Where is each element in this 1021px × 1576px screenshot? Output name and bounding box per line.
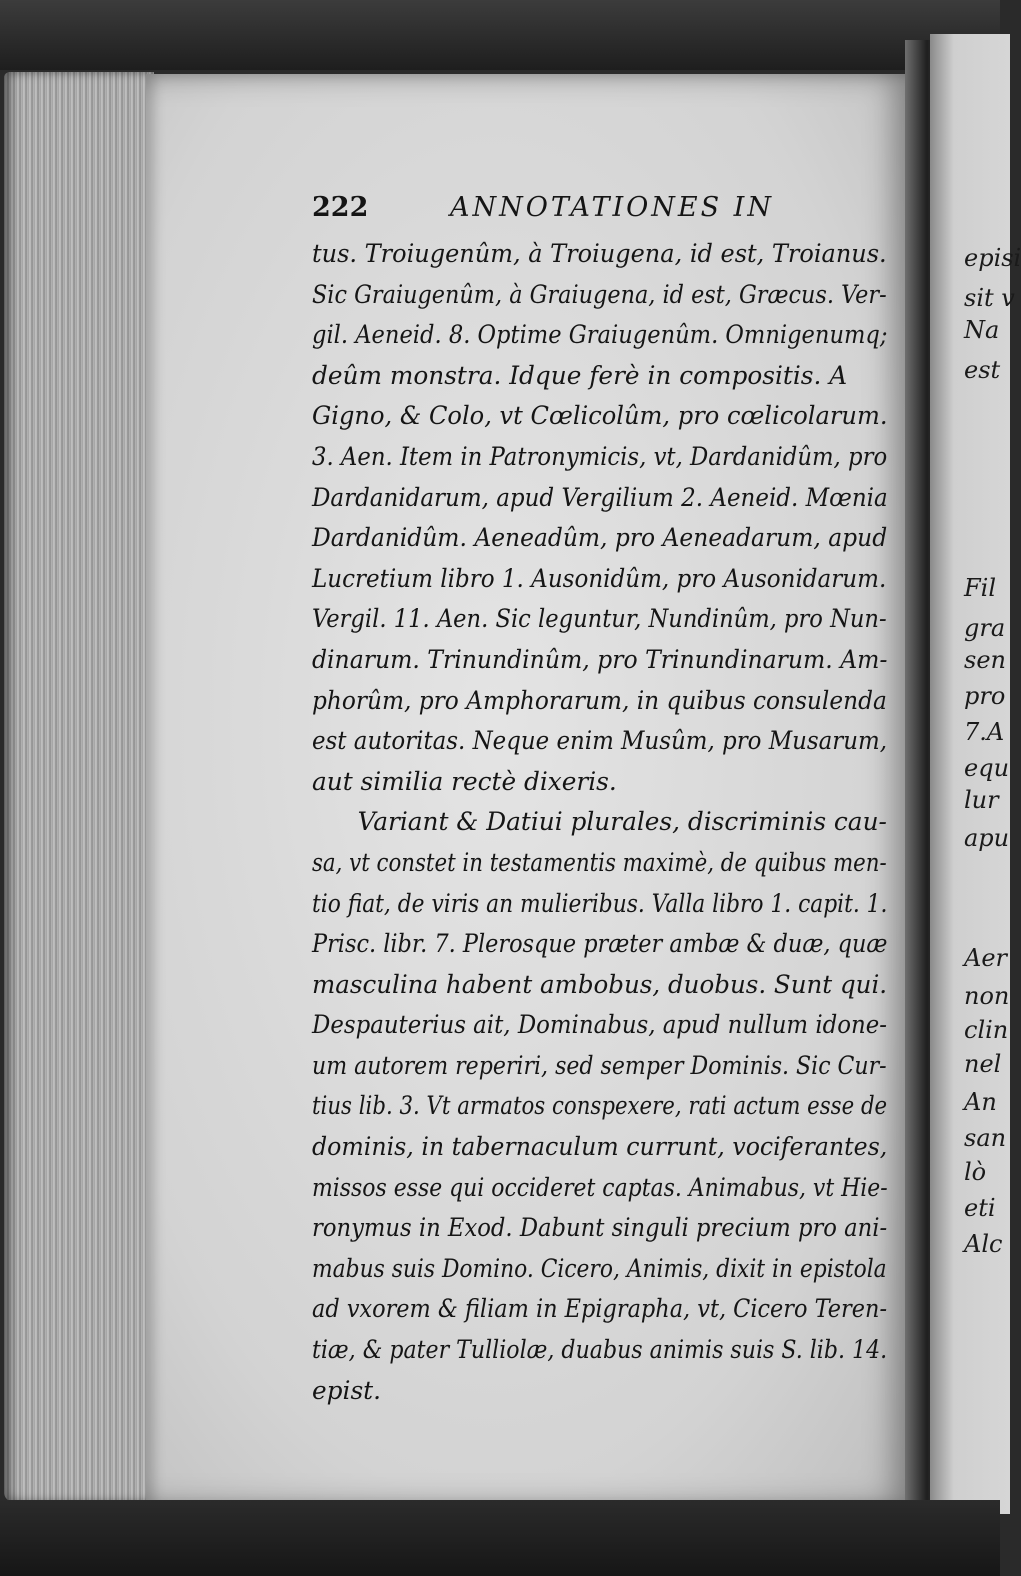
text-line: missos esse qui occideret captas. Animabus, vt Hie- — [312, 1172, 888, 1202]
page-header — [312, 188, 892, 234]
text-line: Despauterius ait, Dominabus, apud nullum idone- — [312, 1010, 888, 1040]
running-head: ANNOTATIONES IN — [450, 192, 774, 223]
text-line: masculina habent ambobus, duobus. Sunt qui. — [312, 969, 888, 999]
text-line: aut similia rectè dixeris. — [312, 766, 617, 796]
text-line: tus. Troiugenûm, à Troiugena, id est, Troianus. — [312, 239, 887, 268]
text-line: ronymus in Exod. Dabunt singuli precium pro ani- — [312, 1213, 888, 1243]
text-line: deûm monstra. Idque ferè in compositis. A — [312, 360, 848, 390]
right-page-fragment: pro — [964, 682, 1006, 710]
text-line: Dardanidûm. Aeneadûm, pro Aeneadarum, apud — [312, 523, 888, 553]
right-page-fragment: eti — [964, 1194, 996, 1222]
text-line: um autorem reperiri, sed semper Dominis. Sic Cur- — [312, 1050, 887, 1080]
background-bottom — [0, 1500, 1000, 1576]
right-page-fragment: sen — [964, 646, 1006, 674]
right-page-fragment: Aer — [964, 944, 1008, 972]
page-text — [312, 188, 892, 1411]
right-page-fragment: Fil — [964, 574, 997, 602]
text-line: Dardanidarum, apud Vergilium 2. Aeneid. Mœnia — [312, 482, 888, 512]
page-stack-edges — [4, 72, 154, 1502]
right-page-fragment: sit v — [964, 284, 1015, 312]
text-line: Gigno, & Colo, vt Cœlicolûm, pro cœlicolarum. — [312, 401, 888, 431]
right-page-fragment: episi — [964, 244, 1021, 272]
right-page-fragment: non — [964, 982, 1010, 1010]
text-line: Sic Graiugenûm, à Graiugena, id est, Græcus. Ver- — [312, 279, 887, 309]
right-page-fragment: est — [964, 356, 1001, 384]
body-text — [312, 234, 892, 1411]
text-line: tio fiat, de viris an mulieribus. Valla libro 1. capit. 1. — [312, 888, 888, 918]
text-line: phorûm, pro Amphorarum, in quibus consulenda — [312, 685, 887, 715]
text-line: tius lib. 3. Vt armatos conspexere, rati actum esse de — [312, 1091, 888, 1121]
right-page-fragment: Na — [964, 316, 1000, 344]
text-line: est autoritas. Neque enim Musûm, pro Musarum, — [312, 726, 888, 756]
text-line: tiæ, & pater Tulliolæ, duabus animis suis S. lib. 14. — [312, 1335, 888, 1365]
text-line: dinarum. Trinundinûm, pro Trinundinarum. Am- — [312, 644, 888, 674]
text-line: Prisc. libr. 7. Plerosque præter ambæ & duæ, quæ — [312, 929, 888, 959]
text-line: sa, vt constet in testamentis maximè, de quibus men- — [312, 847, 887, 877]
text-line: 3. Aen. Item in Patronymicis, vt, Dardanidûm, pro — [312, 441, 888, 471]
right-page — [930, 34, 1021, 1514]
text-line: mabus suis Domino. Cicero, Animis, dixit in epistola — [312, 1253, 887, 1283]
right-page-fragment: san — [964, 1124, 1007, 1152]
right-page-fragment: Alc — [964, 1230, 1003, 1258]
page-number: 222 — [312, 192, 369, 223]
right-page-fragment: apu — [964, 824, 1010, 852]
right-page-fragment: clin — [964, 1016, 1009, 1044]
text-line: epist. — [312, 1375, 381, 1405]
right-page-fragment: equ — [964, 754, 1010, 782]
right-page-fragment: 7.A — [964, 718, 1005, 746]
right-page-fragment: An — [964, 1088, 997, 1116]
text-line: gil. Aeneid. 8. Optime Graiugenûm. Omnigenumq; — [312, 320, 888, 350]
text-line: ad vxorem & filiam in Epigrapha, vt, Cicero Teren- — [312, 1294, 888, 1324]
right-page-fragment: lur — [964, 786, 999, 814]
right-page-fragment: lò — [964, 1158, 987, 1186]
text-line: Vergil. 11. Aen. Sic leguntur, Nundinûm, pro Nun- — [312, 604, 887, 634]
right-page-fragment: gra — [964, 614, 1006, 642]
text-line: Variant & Datiui plurales, discriminis cau- — [357, 807, 887, 837]
text-line: dominis, in tabernaculum currunt, vociferantes, — [312, 1132, 888, 1162]
right-page-fragment: nel — [964, 1050, 1002, 1078]
background-top — [0, 0, 1000, 70]
text-line: Lucretium libro 1. Ausonidûm, pro Ausonidarum. — [312, 563, 887, 593]
